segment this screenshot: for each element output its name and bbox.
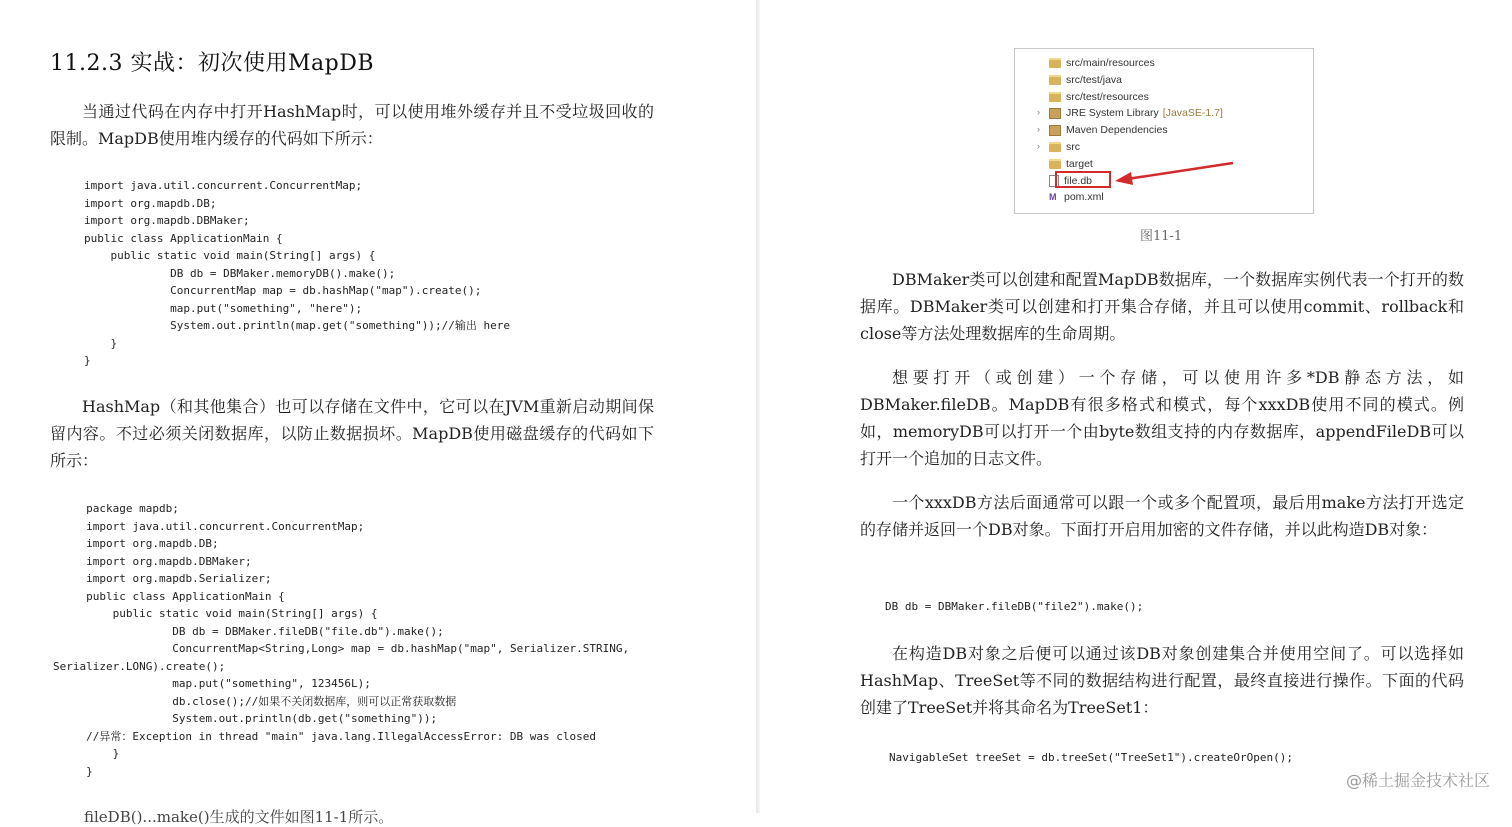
right-page <box>760 0 1512 813</box>
tree-item-label: target <box>1066 157 1093 170</box>
paragraph-static-methods: 想要打开（或创建）一个存储，可以使用许多*DB静态方法，如DBMaker.fileDB。MapDB有很多格式和模式，每个xxxDB使用不同的模式。例如，memoryDB可以打开一个由byte数组支持的内存数据库，appendFileDB可以打开一个追加的日志文件。 <box>860 368 1464 468</box>
tree-item-label: file.db <box>1064 174 1093 187</box>
package-folder-icon <box>1049 58 1061 68</box>
package-folder-icon <box>1049 92 1061 102</box>
paragraph-collections: 在构造DB对象之后便可以通过该DB对象创建集合并使用空间了。可以选择如HashMap、TreeSet等不同的数据结构进行配置，最终直接进行操作。下面的代码创建了TreeSet并将其命名为TreeSet1： <box>860 644 1464 717</box>
left-page <box>0 0 756 826</box>
tree-item[interactable] <box>1049 189 1104 205</box>
tree-item[interactable] <box>1037 122 1168 138</box>
paragraph-file-storage: HashMap（和其他集合）也可以存储在文件中，它可以在JVM重新启动期间保留内容。不过必须关闭数据库，以防止数据损坏。MapDB使用磁盘缓存的代码如下所示： <box>50 397 654 470</box>
code-block-memory-db: import java.util.concurrent.ConcurrentMap; import org.mapdb.DB; import org.mapdb.DBMaker; public class ApplicationMain { public static void main(String[] args) { DB db = DBMaker.memoryDB().make(); ConcurrentMap map = db.hashMap("map").create(); map.put("something", "here"); System.out.println(map.get("something"));//输出 here } } <box>84 179 510 367</box>
code-block-treeset: NavigableSet treeSet = db.treeSet("TreeSet1").createOrOpen(); <box>889 751 1293 764</box>
library-icon <box>1049 125 1061 136</box>
paragraph-config: 一个xxxDB方法后面通常可以跟一个或多个配置项，最后用make方法打开选定的存储并返回一个DB对象。下面打开启用加密的文件存储，并以此构造DB对象： <box>860 493 1464 539</box>
tree-item-label: src <box>1066 141 1080 153</box>
library-icon <box>1049 108 1061 119</box>
paragraph-intro: 当通过代码在内存中打开HashMap时，可以使用堆外缓存并且不受垃圾回收的限制。MapDB使用堆内缓存的代码如下所示： <box>50 102 654 148</box>
tree-item-label: src/test/java <box>1066 73 1123 86</box>
tree-item-note: [JavaSE-1.7] <box>1162 107 1223 120</box>
tree-item[interactable] <box>1049 156 1093 172</box>
tree-item-label: src/test/resources <box>1066 90 1149 103</box>
tree-item[interactable] <box>1037 105 1223 121</box>
red-arrow-icon <box>1113 159 1243 189</box>
chevron-right-icon[interactable]: › <box>1037 124 1040 135</box>
tree-item-label: Maven Dependencies <box>1066 124 1168 137</box>
figure-caption: 图11-1 <box>1140 229 1183 244</box>
tree-item[interactable] <box>1049 89 1149 105</box>
package-folder-icon <box>1049 75 1061 85</box>
xml-file-icon: M <box>1049 192 1057 203</box>
code-block-file-db: package mapdb; import java.util.concurrent.ConcurrentMap; import org.mapdb.DB; import org.mapdb.DBMaker; import org.mapdb.Serializer; public class ApplicationMain { public static void main(String[] args) { DB db = DBMaker.fileDB("file.db").make(); ConcurrentMap<String,Long> map = db.hashMap("map", Serializer.STRING, Serializer.LONG).create(); map.put("something", 123456L); db.close();//如果不关闭数据库，则可以正常获取数据 System.out.println(db.get("something")); //异常：Exception in thread "main" java.lang.IllegalAccessError: DB was closed } } <box>53 502 630 778</box>
chevron-right-icon[interactable]: › <box>1037 141 1040 151</box>
section-heading: 11.2.3 实战：初次使用MapDB <box>50 51 374 76</box>
paragraph-dbmaker: DBMaker类可以创建和配置MapDB数据库，一个数据库实例代表一个打开的数据库。DBMaker类可以创建和打开集合存储，并且可以使用commit、rollback和close等方法处理数据库的生命周期。 <box>860 270 1464 343</box>
tree-item[interactable] <box>1049 55 1155 71</box>
tree-item-label: pom.xml <box>1064 191 1104 204</box>
tree-item-label: JRE System Library <box>1066 107 1159 120</box>
folder-icon <box>1049 142 1061 152</box>
tree-item[interactable] <box>1037 139 1080 155</box>
tree-item-label: src/main/resources <box>1066 57 1155 69</box>
folder-icon <box>1049 159 1061 169</box>
figure-project-tree <box>1014 48 1314 214</box>
truncated-line: fileDB()...make()生成的文件如图11-1所示。 <box>84 808 394 826</box>
chevron-right-icon[interactable]: › <box>1037 107 1040 118</box>
code-block-filedb2: DB db = DBMaker.fileDB("file2").make(); <box>885 600 1144 613</box>
highlight-box <box>1055 171 1111 188</box>
watermark: @稀土掘金技术社区 <box>1345 771 1490 790</box>
tree-item[interactable] <box>1049 72 1122 88</box>
